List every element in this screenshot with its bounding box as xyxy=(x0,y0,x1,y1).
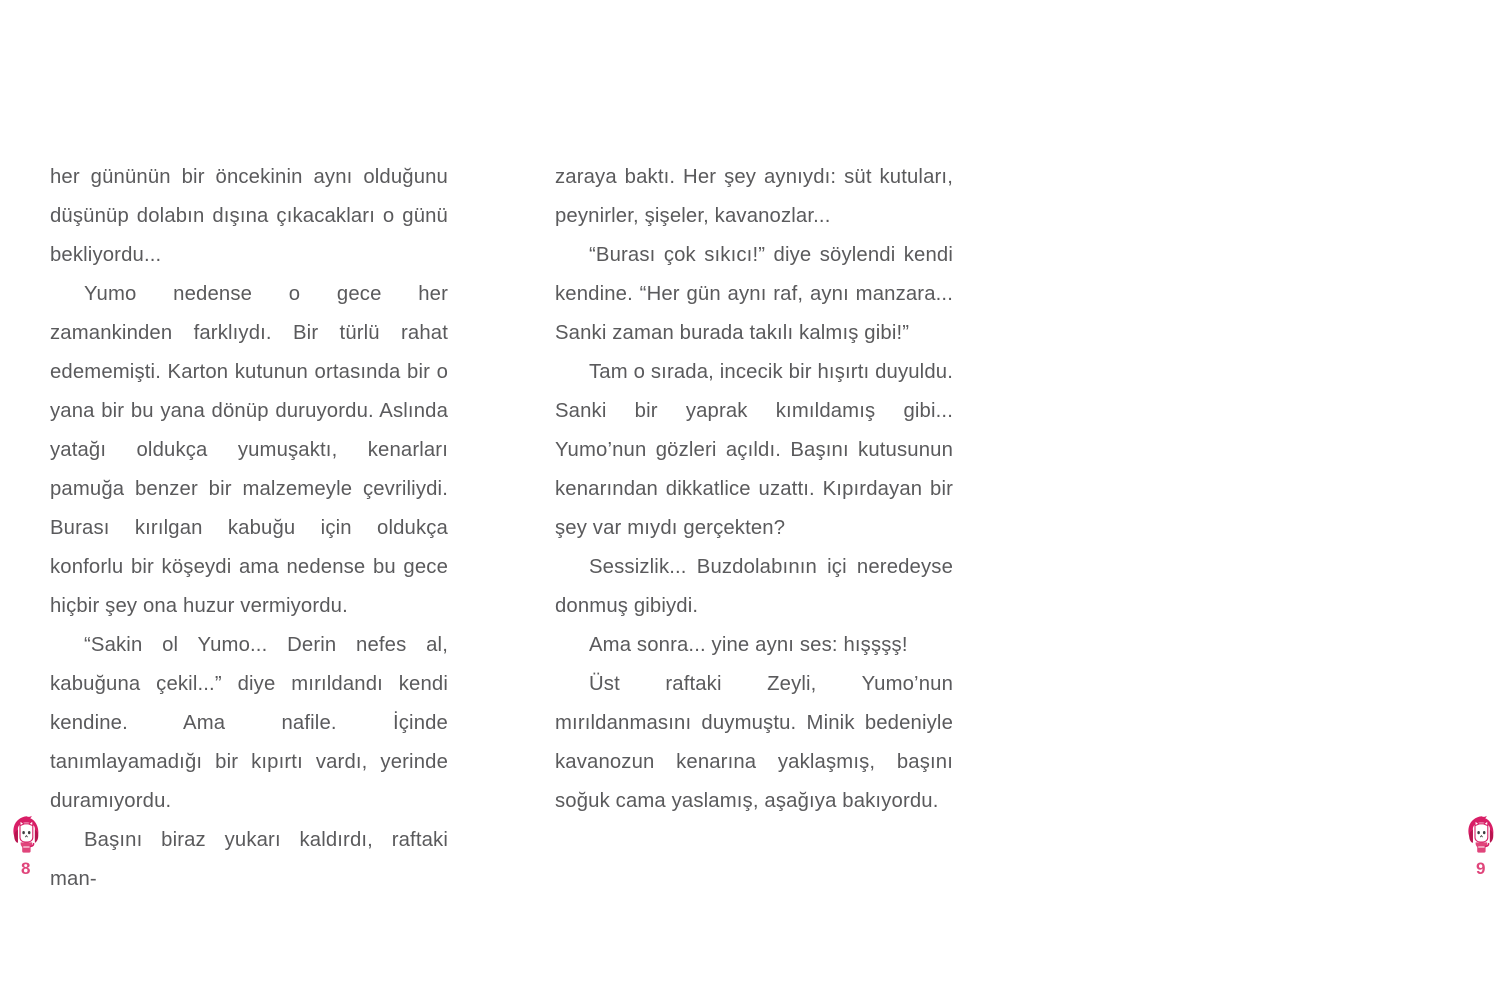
left-page-text-column xyxy=(50,158,448,899)
yumo-cat-mascot-icon xyxy=(9,815,43,859)
right-page-text-column xyxy=(555,158,953,821)
page-number: 8 xyxy=(21,859,31,878)
paragraph: “Burası çok sıkıcı!” diye söylendi kendi kendine. “Her gün aynı raf, aynı manzara... Sanki zaman burada takılı kalmış gibi!” xyxy=(555,244,953,344)
page-number: 9 xyxy=(1476,859,1486,878)
paragraph: Ama sonra... yine aynı ses: hışşşş! xyxy=(589,634,908,656)
folio-left xyxy=(0,815,52,878)
folio-right xyxy=(1455,815,1507,878)
paragraph: Sessizlik... Buzdolabının içi neredeyse donmuş gibiydi. xyxy=(555,556,953,617)
yumo-cat-mascot-icon xyxy=(1464,815,1498,859)
paragraph: zaraya baktı. Her şey aynıydı: süt kutuları, peynirler, şişeler, kavanozlar... xyxy=(555,166,953,227)
paragraph: Tam o sırada, incecik bir hışırtı duyuldu. Sanki bir yaprak kımıldamış gibi... Yumo’nun gözleri açıldı. Başını kutusunun kenarından dikkatlice uzattı. Kıpırdayan bir şey var mıydı gerçekten? xyxy=(555,361,953,539)
book-page-left xyxy=(0,0,500,1000)
paragraph: Üst raftaki Zeyli, Yumo’nun mırıldanmasını duymuştu. Minik bedeniyle kavanozun kenarına yaklaşmış, başını soğuk cama yaslamış, aşağıya bakıyordu. xyxy=(555,673,953,812)
paragraph: “Sakin ol Yumo... Derin nefes al, kabuğuna çekil...” diye mırıldandı kendi kendine. Ama nafile. İçinde tanımlayamadığı bir kıpırtı vardı, yerinde duramıyordu. xyxy=(50,634,448,812)
paragraph: Başını biraz yukarı kaldırdı, raftaki man- xyxy=(50,829,448,890)
book-page-right xyxy=(500,0,1486,1000)
paragraph: Yumo nedense o gece her zamankinden farklıydı. Bir türlü rahat edememişti. Karton kutunun ortasında bir o yana bir bu yana dönüp duruyordu. Aslında yatağı oldukça yumuşaktı, kenarları pamuğa benzer bir malzemeyle çevriliydi. Burası kırılgan kabuğu için oldukça konforlu bir köşeydi ama nedense bu gece hiçbir şey ona huzur vermiyordu. xyxy=(50,283,448,617)
paragraph: her gününün bir öncekinin aynı olduğunu düşünüp dolabın dışına çıkacakları o günü bekliyordu... xyxy=(50,166,448,266)
